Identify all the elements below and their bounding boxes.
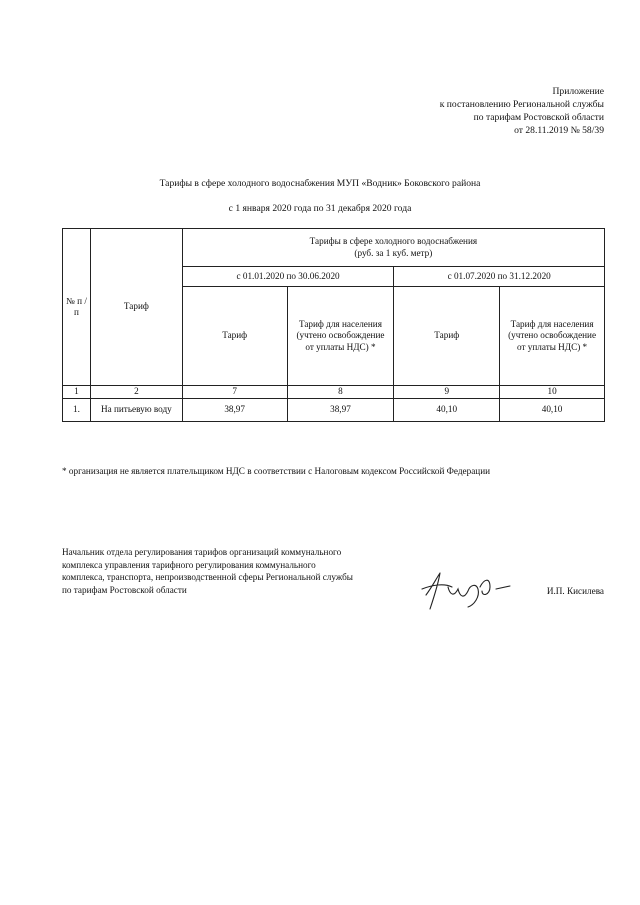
- appendix-line: Приложение: [552, 86, 604, 97]
- row-name: На питьевую воду: [90, 399, 182, 422]
- header-period-2: с 01.07.2020 по 31.12.2020: [394, 267, 605, 287]
- header-population-line: от уплаты НДС) *: [516, 341, 588, 352]
- header-population-line: от уплаты НДС) *: [305, 341, 376, 352]
- header-population-line: (учтено освобождение: [296, 330, 385, 341]
- header-number: № п /п: [63, 229, 91, 386]
- appendix-line: от 28.11.2019 № 58/39: [514, 125, 604, 136]
- row-p1-tariff: 38,97: [182, 399, 287, 422]
- header-p1-tariff: Тариф: [182, 287, 287, 386]
- handwritten-signature: [418, 565, 514, 611]
- header-group-line: Тарифы в сфере холодного водоснабжения: [309, 236, 478, 246]
- tariff-table: [62, 228, 605, 422]
- header-tariff-name: Тариф: [90, 229, 182, 386]
- header-population-line: (учтено освобождение: [508, 330, 597, 341]
- header-group: [182, 229, 604, 267]
- table-row: [63, 399, 605, 422]
- document-title: Тарифы в сфере холодного водоснабжения МУП «Водник» Боковского района: [159, 178, 481, 189]
- header-period-1: с 01.01.2020 по 30.06.2020: [182, 267, 394, 287]
- header-population-line: Тариф для населения: [298, 318, 382, 329]
- header-population-line: Тариф для населения: [510, 318, 594, 329]
- header-group-unit: (руб. за 1 куб. метр): [354, 247, 433, 258]
- position-line: по тарифам Ростовской области: [62, 584, 187, 595]
- signatory-position: [62, 546, 353, 596]
- numbering-cell: 10: [500, 386, 605, 399]
- header-p1-population: [287, 287, 394, 386]
- numbering-row: [63, 386, 605, 399]
- header-p2-population: [500, 287, 605, 386]
- numbering-cell: 8: [287, 386, 394, 399]
- header-p2-tariff: Тариф: [394, 287, 500, 386]
- row-p2-tariff: 40,10: [394, 399, 500, 422]
- appendix-block: [440, 85, 604, 137]
- numbering-cell: 1: [63, 386, 91, 399]
- row-p2-population: 40,10: [500, 399, 605, 422]
- position-line: Начальник отдела регулирования тарифов организаций коммунального: [62, 547, 342, 557]
- position-line: комплекса, транспорта, непроизводственной сферы Региональной службы: [62, 572, 353, 582]
- numbering-cell: 9: [394, 386, 500, 399]
- position-line: комплекса управления тарифного регулирования коммунального: [62, 559, 316, 570]
- document-period: с 1 января 2020 года по 31 декабря 2020 года: [228, 203, 412, 214]
- appendix-line: по тарифам Ростовской области: [473, 112, 604, 123]
- numbering-cell: 7: [182, 386, 287, 399]
- row-p1-population: 38,97: [287, 399, 394, 422]
- appendix-line: к постановлению Региональной службы: [439, 99, 604, 110]
- row-number: 1.: [63, 399, 91, 422]
- vat-note: * организация не является плательщиком НДС в соответствии с Налоговым кодексом Российской Федерации: [62, 466, 491, 476]
- numbering-cell: 2: [90, 386, 182, 399]
- signer-name: И.П. Кисилева: [546, 586, 604, 596]
